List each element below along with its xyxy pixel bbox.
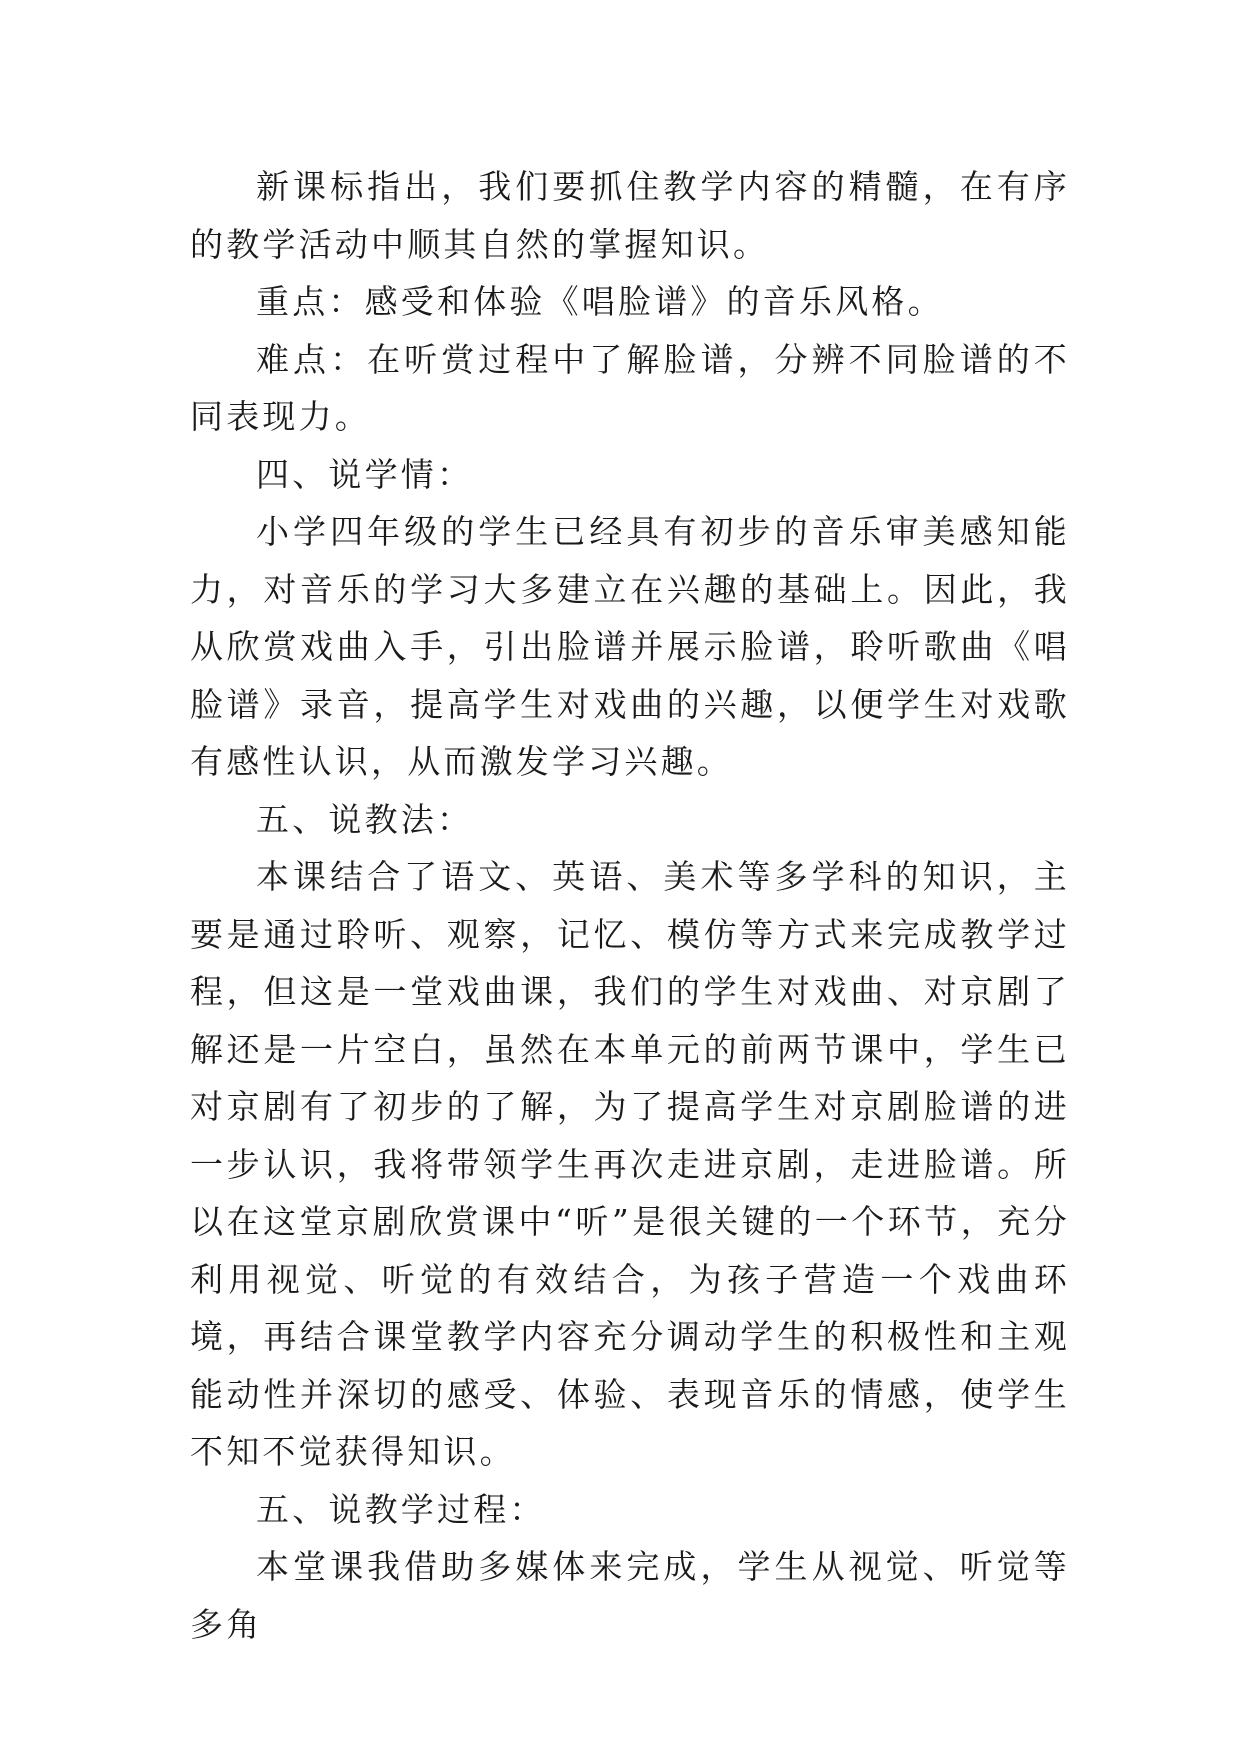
paragraph-student-analysis: 小学四年级的学生已经具有初步的音乐审美感知能力，对音乐的学习大多建立在兴趣的基础上。因此，我从欣赏戏曲入手，引出脸谱并展示脸谱，聆听歌曲《唱脸谱》录音，提高学生对戏曲的兴趣，以便学生对戏歌有感性认识，从而激发学习兴趣。 <box>190 512 1070 781</box>
section-heading-teaching-method: 五、说教法： <box>256 799 474 839</box>
paragraph-teaching-process: 本堂课我借助多媒体来完成，学生从视觉、听觉等多角 <box>190 1547 1070 1644</box>
paragraph-key-point: 重点：感受和体验《唱脸谱》的音乐风格。 <box>256 282 944 321</box>
paragraph-teaching-method: 本课结合了语文、英语、美术等多学科的知识，主要是通过聆听、观察，记忆、模仿等方式来完成教学过程，但这是一堂戏曲课，我们的学生对戏曲、对京剧了解还是一片空白，虽然在本单元的前两节课中，学生已对京剧有了初步的了解，为了提高学生对京剧脸谱的进一步认识，我将带领学生再次走进京剧，走进脸谱。所以在这堂京剧欣赏课中“听”是很关键的一个环节，充分利用视觉、听觉的有效结合，为孩子营造一个戏曲环境，再结合课堂教学内容充分调动学生的积极性和主观能动性并深切的感受、体验、表现音乐的情感，使学生不知不觉获得知识。 <box>190 857 1070 1471</box>
document-body <box>190 158 1070 1653</box>
section-heading-student-analysis: 四、说学情： <box>256 454 474 494</box>
paragraph-difficulty: 难点：在听赏过程中了解脸谱，分辨不同脸谱的不同表现力。 <box>190 339 1070 436</box>
section-heading-teaching-process: 五、说教学过程： <box>256 1489 546 1529</box>
paragraph-intro: 新课标指出，我们要抓住教学内容的精髓，在有序的教学活动中顺其自然的掌握知识。 <box>190 167 1070 264</box>
